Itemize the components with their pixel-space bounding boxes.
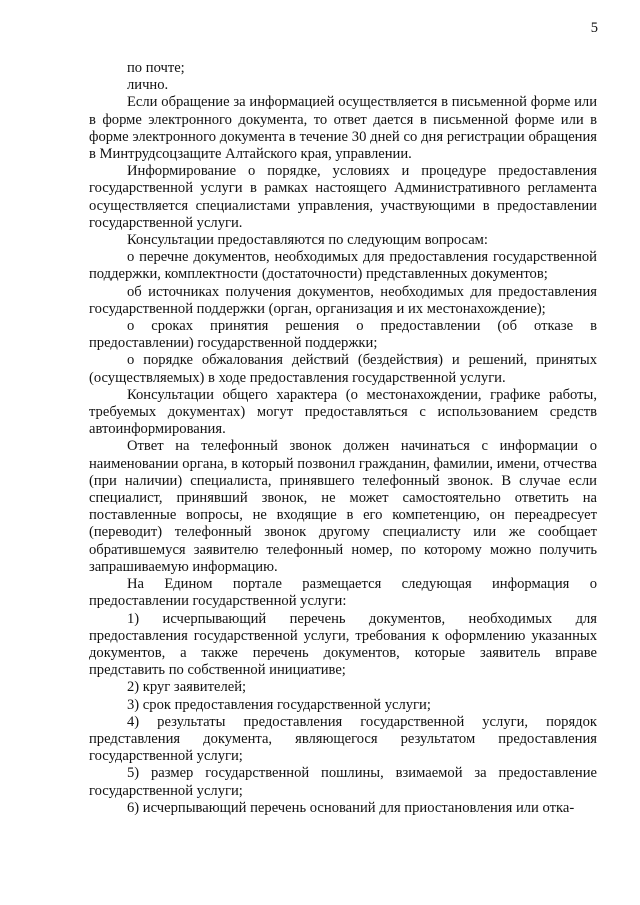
paragraph: Консультации предоставляются по следующим вопросам: <box>127 232 488 249</box>
list-item: 1) исчерпывающий перечень документов, необходимых для предоставления государственной услуги, требования к оформлению указанных документов, а также перечень документов, которые заявитель вправе представить по собственной инициативе; <box>89 610 597 679</box>
list-item: 4) результаты предоставления государственной услуги, порядок представления документа, являющегося результатом предоставления государственной услуги; <box>89 713 597 765</box>
page-number: 5 <box>590 20 598 36</box>
list-item: 6) исчерпывающий перечень оснований для приостановления или отка- <box>127 799 575 816</box>
paragraph: по почте; <box>127 60 185 76</box>
paragraph: о перечне документов, необходимых для предоставления государственной поддержки, комплектности (достаточности) представленных документов; <box>89 249 597 283</box>
list-item: 2) круг заявителей; <box>127 679 247 696</box>
paragraph: об источниках получения документов, необходимых для предоставления государственной поддержки (орган, организация и их местонахождение); <box>89 283 597 317</box>
paragraph: лично. <box>127 77 169 94</box>
list-item: 3) срок предоставления государственной услуги; <box>127 696 431 713</box>
paragraph: Консультации общего характера (о местонахождении, графике работы, требуемых документах) могут предоставляться с использованием средств автоинформирования. <box>89 386 597 438</box>
paragraph: о порядке обжалования действий (бездействия) и решений, принятых (осуществляемых) в ходе предоставления государственной услуги. <box>89 352 597 386</box>
paragraph: Информирование о порядке, условиях и процедуре предоставления государственной услуги в рамках настоящего Административного регламента осуществляется специалистами управления, участвующими в предоставлении государственной услуги. <box>89 163 597 231</box>
paragraph: На Едином портале размещается следующая информация о предоставлении государственной услуги: <box>89 576 597 610</box>
document-body <box>89 60 597 817</box>
paragraph: о сроках принятия решения о предоставлении (об отказе в предоставлении) государственной поддержки; <box>89 318 597 352</box>
list-item: 5) размер государственной пошлины, взимаемой за предоставление государственной услуги; <box>89 765 597 799</box>
paragraph: Если обращение за информацией осуществляется в письменной форме или в форме электронного документа, то ответ дается в письменной форме или в форме электронного документа в течение 30 дней со дня регистрации обращения в Минтрудсоцзащите Алтайского края, управлении. <box>89 94 597 163</box>
paragraph: Ответ на телефонный звонок должен начинаться с информации о наименовании органа, в который позвонил гражданин, фамилии, имени, отчества (при наличии) специалиста, принявшего телефонный звонок. В случае если специалист, принявший звонок, не может самостоятельно ответить на поставленные вопросы, не входящие в его компетенцию, он переадресует (переводит) телефонный звонок другому специалисту или же сообщает обратившемуся заявителю телефонный номер, по которому можно получить запрашиваемую информацию. <box>89 438 597 575</box>
